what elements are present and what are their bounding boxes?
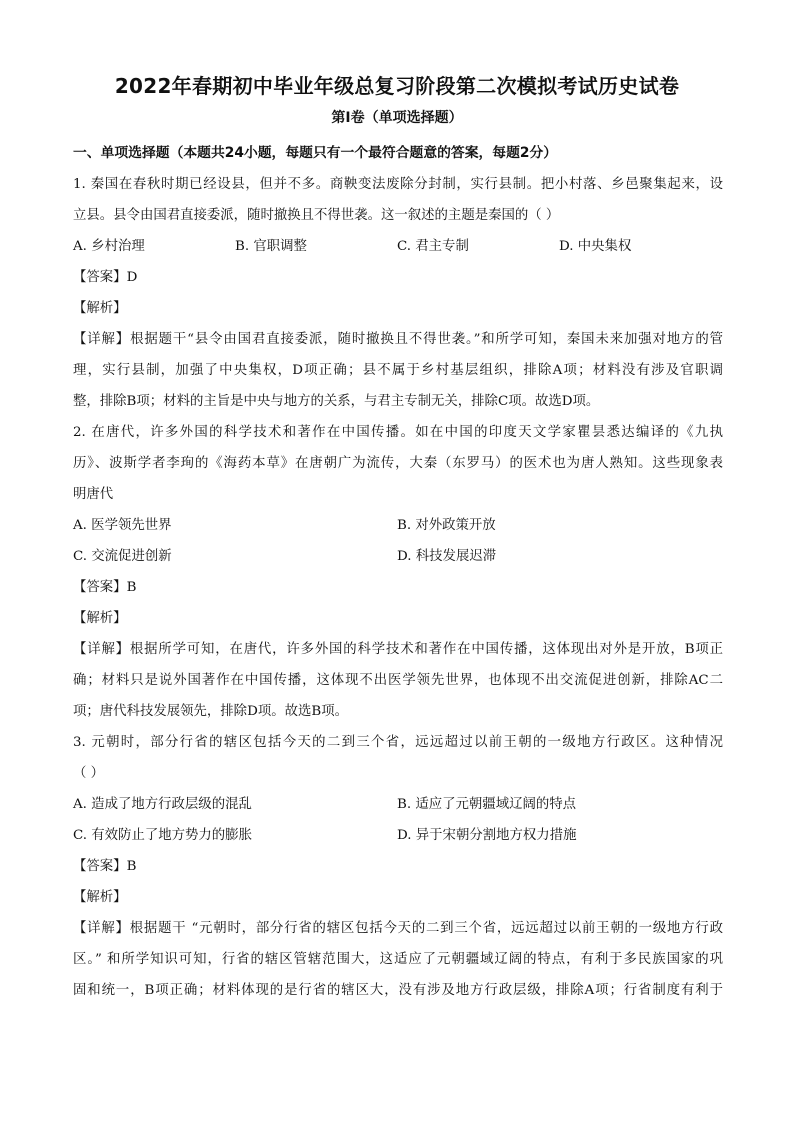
question-stem-line: 明唐代 — [73, 487, 114, 502]
analysis-label: 【解析】 — [73, 301, 127, 316]
option-c: C. 有效防止了地方势力的膨胀 — [73, 828, 252, 843]
question-3 — [73, 727, 723, 1006]
answer-value: D — [126, 270, 138, 285]
detail-line: 项；唐代科技发展领先，排除D项。故选B项。 — [73, 704, 348, 719]
option-b: B. 对外政策开放 — [397, 518, 496, 533]
answer-value: B — [126, 580, 137, 595]
answer-line — [73, 851, 723, 882]
option-b: B. 适应了元朝疆域辽阔的特点 — [397, 797, 577, 812]
detail-line: 理，实行县制，加强了中央集权，D项正确；县不属于乡村基层组织，排除A项；材料没有涉及官职调 — [73, 363, 723, 378]
options-row — [73, 510, 723, 541]
answer-value: B — [126, 859, 137, 874]
option-c: C. 君主专制 — [397, 239, 469, 254]
question-stem-line: 2. 在唐代，许多外国的科学技术和著作在中国传播。如在中国的印度天文学家瞿昙悉达编译的《九执 — [73, 425, 723, 440]
detail-line: 【详解】根据题干“县令由国君直接委派，随时撤换且不得世袭。”和所学可知，秦国未来加强对地方的管 — [73, 332, 723, 347]
analysis-label: 【解析】 — [73, 611, 127, 626]
detail-line: 【详解】根据所学可知，在唐代，许多外国的科学技术和著作在中国传播，这体现出对外是开放，B项正 — [73, 642, 723, 657]
answer-line — [73, 572, 723, 603]
answer-label: 【答案】 — [73, 270, 127, 285]
option-c: C. 交流促进创新 — [73, 549, 172, 564]
detail-line: 固和统一，B项正确；材料体现的是行省的辖区大，没有涉及地方行政层级，排除A项；行省制度有利于 — [73, 983, 723, 998]
options-row — [73, 820, 723, 851]
option-a: A. 造成了地方行政层级的混乱 — [73, 797, 252, 812]
option-a: A. 医学领先世界 — [73, 518, 172, 533]
question-1 — [73, 169, 723, 417]
question-stem-line: 立县。县令由国君直接委派，随时撤换且不得世袭。这一叙述的主题是秦国的（ ） — [73, 208, 560, 223]
section-heading: 一、单项选择题（本题共24小题，每题只有一个最符合题意的答案，每题2分） — [73, 145, 558, 161]
question-2 — [73, 417, 723, 727]
question-stem-line: 3. 元朝时，部分行省的辖区包括今天的二到三个省，远远超过以前王朝的一级地方行政区。这种情况 — [73, 735, 723, 750]
question-stem-line: 历》、波斯学者李珣的《海药本草》在唐朝广为流传，大秦（东罗马）的医术也为唐人熟知。这些现象表 — [73, 456, 723, 471]
answer-label: 【答案】 — [73, 580, 127, 595]
answer-line — [73, 262, 723, 293]
option-d: D. 科技发展迟滞 — [397, 549, 497, 564]
option-a: A. 乡村治理 — [73, 239, 145, 254]
detail-line: 区。” 和所学知识可知，行省的辖区管辖范围大，这适应了元朝疆域辽阔的特点，有利于多民族国家的巩 — [73, 952, 723, 967]
options-row — [73, 231, 723, 262]
option-b: B. 官职调整 — [235, 239, 307, 254]
option-d: D. 异于宋朝分割地方权力措施 — [397, 828, 577, 843]
answer-label: 【答案】 — [73, 859, 127, 874]
detail-line: 整，排除B项；材料的主旨是中央与地方的关系，与君主专制无关，排除C项。故选D项。 — [73, 394, 600, 409]
analysis-label: 【解析】 — [73, 890, 127, 905]
options-row — [73, 789, 723, 820]
option-d: D. 中央集权 — [559, 239, 632, 254]
detail-line: 【详解】根据题干 “元朝时，部分行省的辖区包括今天的二到三个省，远远超过以前王朝的一级地方行政 — [73, 921, 723, 936]
question-stem-line: （ ） — [73, 766, 105, 781]
options-row — [73, 541, 723, 572]
question-stem-line: 1. 秦国在春秋时期已经设县，但并不多。商鞅变法废除分封制，实行县制。把小村落、乡邑聚集起来，设 — [73, 177, 723, 192]
detail-line: 确；材料只是说外国著作在中国传播，这体现不出医学领先世界，也体现不出交流促进创新，排除AC二 — [73, 673, 723, 688]
part-title: 第Ⅰ卷（单项选择题） — [331, 110, 463, 126]
exam-title: 2022年春期初中毕业年级总复习阶段第二次模拟考试历史试卷 — [114, 74, 680, 98]
exam-content — [73, 138, 723, 1006]
